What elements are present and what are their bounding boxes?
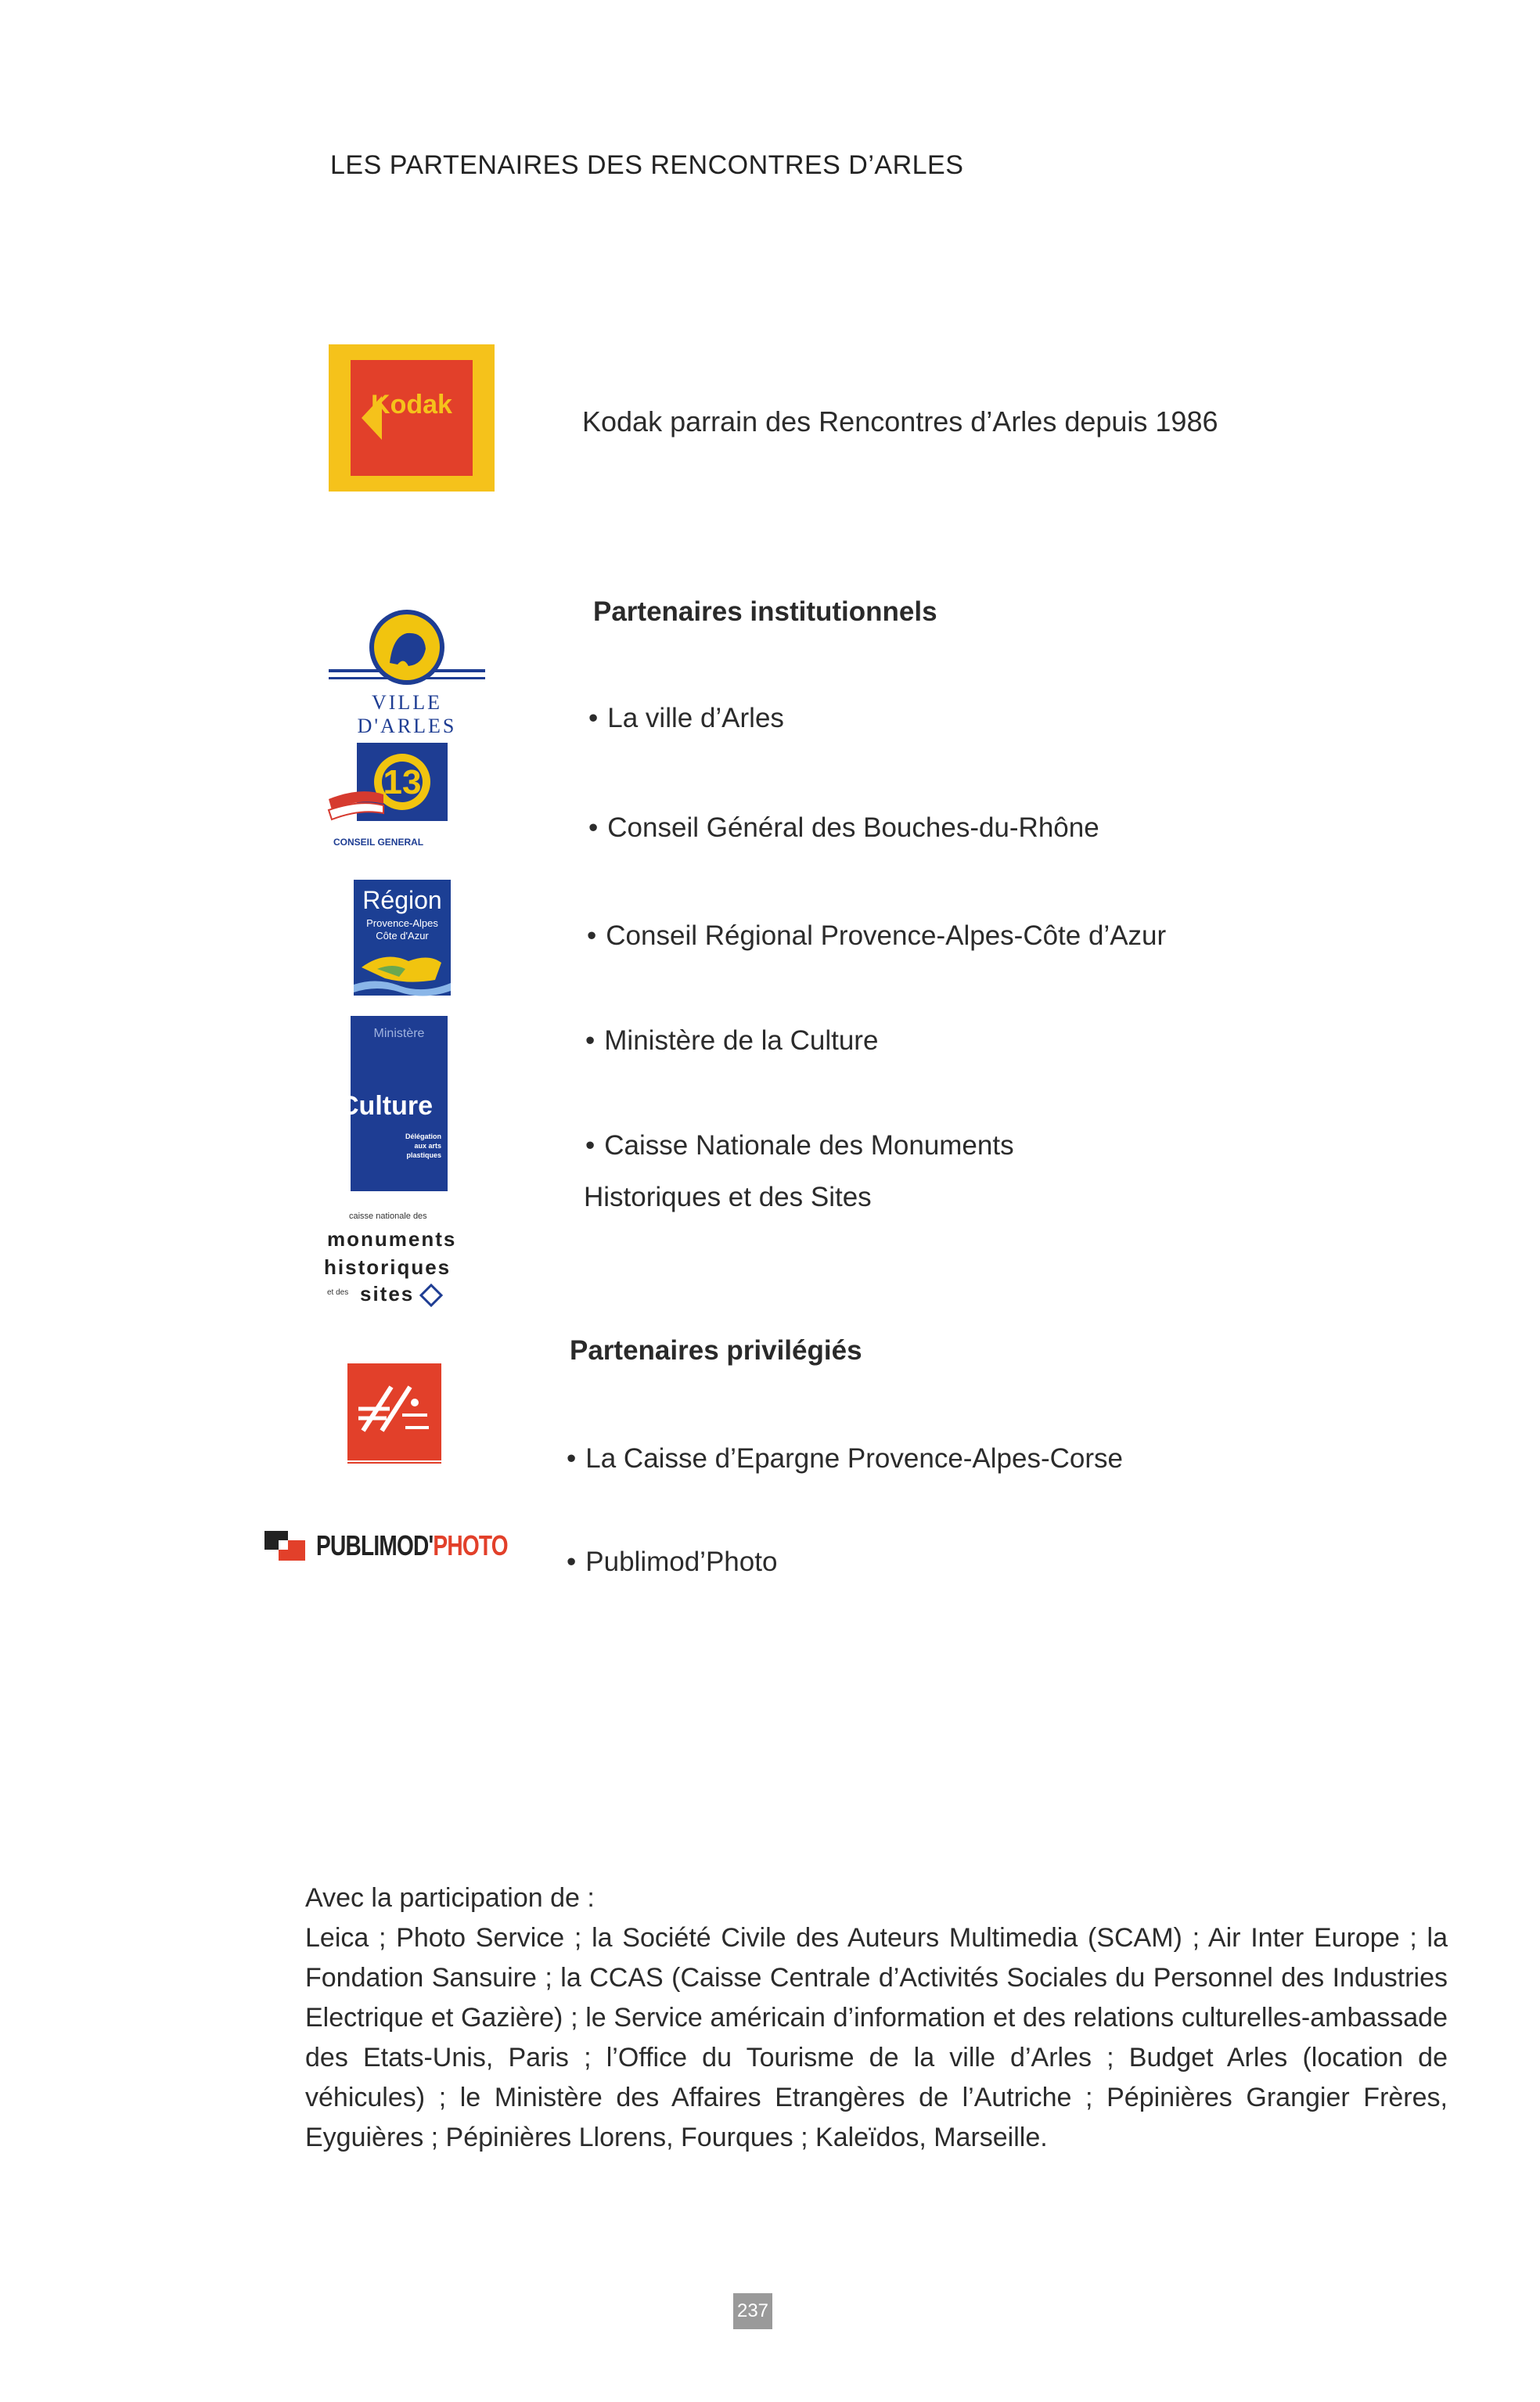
- publimod-square-icon: [264, 1531, 308, 1562]
- list-item: [567, 1547, 777, 1578]
- region-map-icon: [354, 945, 451, 996]
- bullet: •: [588, 812, 599, 843]
- list-item-continuation: Historiques et des Sites: [584, 1182, 872, 1212]
- monuments-historiques-logo: [322, 1212, 479, 1313]
- monuments-line1: monuments: [327, 1227, 457, 1251]
- culture-sub2: aux arts: [414, 1142, 441, 1150]
- kodak-caption: Kodak parrain des Rencontres d’Arles depuis 1986: [582, 405, 1218, 438]
- ville-arles-logo: [329, 607, 485, 737]
- region-sub2: Côte d'Azur: [376, 930, 429, 942]
- region-paca-logo: [354, 880, 451, 996]
- lion-emblem-icon: [329, 607, 485, 688]
- culture-label: Culture: [340, 1091, 433, 1121]
- monuments-line3: sites: [360, 1282, 415, 1305]
- bullet: •: [587, 920, 597, 951]
- culture-sub3: plastiques: [406, 1151, 441, 1159]
- photo-word: PHOTO: [433, 1529, 508, 1561]
- participation-text: Leica ; Photo Service ; la Société Civile des Auteurs Multimedia (SCAM) ; Air Inter Europe ; la Fondation Sansuire ; la CCAS (Caisse Centrale d’Activités Sociales du Personnel des Industries Electrique et Gazière) ; le Service américain d’information et des relations culturelles-ambassade des Etats-Unis, Paris ; l’Office du Tourisme de la ville d’Arles ; Budget Arles (location de véhicules) ; le Ministère des Affaires Etrangères de l’Autriche ; Pépinières Grangier Frères, Eyguières ; Pépinières Llorens, Fourques ; Kaleïdos, Marseille.: [305, 1923, 1448, 2152]
- list-item: [585, 1025, 878, 1057]
- bullet: •: [585, 1025, 595, 1056]
- list-item-label: Ministère de la Culture: [604, 1025, 879, 1056]
- list-item: [567, 1443, 1123, 1475]
- list-item: [587, 920, 1166, 952]
- conseil-general-label: CONSEIL GENERAL: [333, 837, 424, 848]
- monuments-line2: historiques: [324, 1255, 452, 1279]
- publimod-photo-logo: [264, 1526, 531, 1565]
- kodak-logo-text: Kodak: [371, 390, 452, 420]
- page-title: LES PARTENAIRES DES RENCONTRES D’ARLES: [330, 150, 964, 180]
- conseil-general-logo: [329, 740, 470, 849]
- monuments-small-label: caisse nationale des: [349, 1212, 427, 1221]
- participation-intro: Avec la participation de :: [305, 1883, 595, 1913]
- bullet: •: [567, 1443, 577, 1474]
- monuments-small-label2: et des: [327, 1288, 349, 1297]
- culture-sub1: Délégation: [405, 1133, 441, 1140]
- list-item: [588, 812, 1099, 844]
- bullet: •: [588, 703, 599, 733]
- participation-block: [305, 1878, 1448, 2158]
- ministere-culture-logo: [340, 1016, 448, 1191]
- kodak-logo: [329, 344, 495, 492]
- department-number: 13: [383, 763, 422, 801]
- page-number: 237: [733, 2293, 772, 2329]
- bullet: •: [585, 1130, 595, 1161]
- list-item-label: Conseil Général des Bouches-du-Rhône: [607, 812, 1099, 843]
- region-title: Région: [362, 886, 442, 914]
- list-item: [588, 703, 784, 734]
- list-item-label: La ville d’Arles: [607, 703, 784, 733]
- bullet: •: [567, 1547, 577, 1577]
- privileged-heading: Partenaires privilégiés: [570, 1335, 862, 1366]
- list-item: [585, 1130, 1014, 1161]
- list-item-label: Conseil Régional Provence-Alpes-Côte d’Azur: [606, 920, 1167, 951]
- diamond-icon: [419, 1284, 443, 1307]
- region-sub1: Provence-Alpes: [366, 917, 438, 929]
- ministere-label: Ministère: [373, 1027, 425, 1040]
- publimod-word: PUBLIMOD': [316, 1529, 434, 1561]
- publimod-wordmark: [316, 1529, 508, 1562]
- list-item-label: Caisse Nationale des Monuments: [604, 1130, 1014, 1161]
- list-item-label: La Caisse d’Epargne Provence-Alpes-Corse: [585, 1443, 1124, 1474]
- ville-arles-label: VILLE D'ARLES: [357, 691, 457, 737]
- caisse-epargne-logo: [347, 1363, 441, 1464]
- list-item-label: Publimod’Photo: [585, 1547, 778, 1577]
- institutional-heading: Partenaires institutionnels: [593, 596, 937, 627]
